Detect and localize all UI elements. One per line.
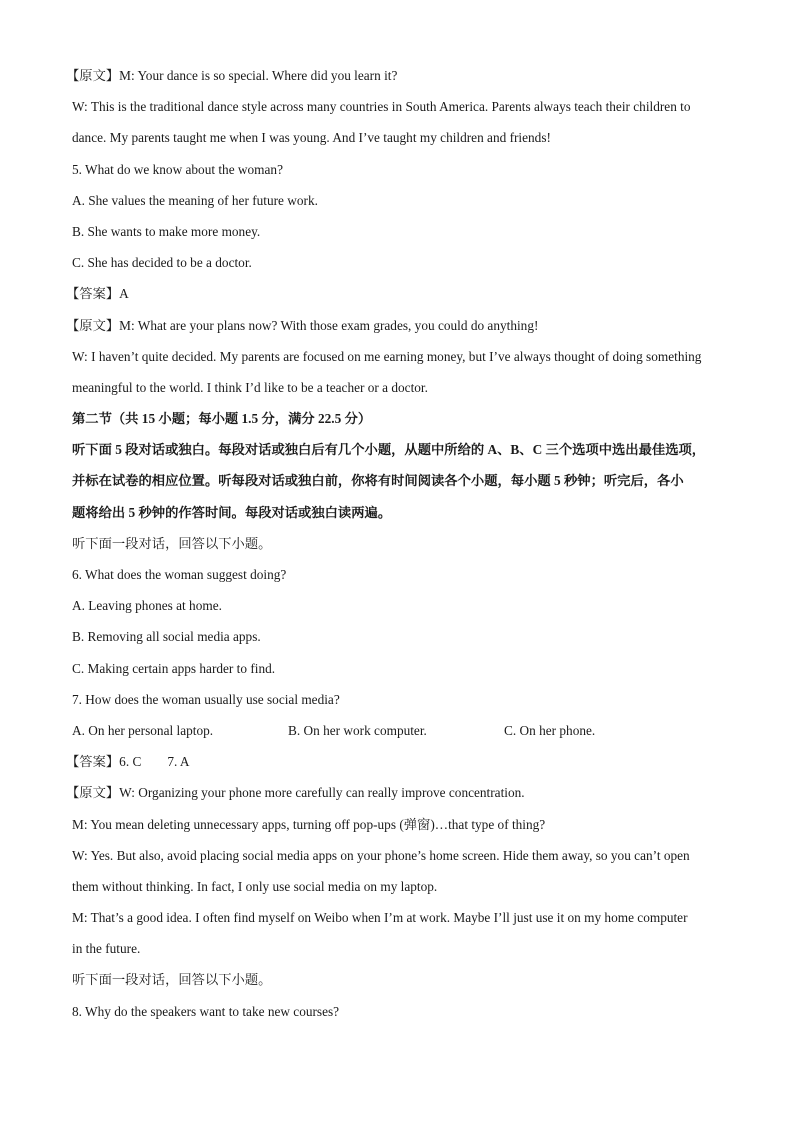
question-8: 8. Why do the speakers want to take new courses? — [72, 1003, 340, 1019]
option-6b: B. Removing all social media apps. — [72, 629, 261, 645]
instructions-line: 听下面 5 段对话或独白。每段对话或独白后有几个小题，从题中所给的 A、B、C 三个选项中选出最佳选项， — [72, 442, 706, 458]
transcript-line: meaningful to the world. I think I’d like to be a teacher or a doctor. — [72, 379, 428, 395]
section-heading: 第二节（共 15 小题；每小题 1.5 分，满分 22.5 分） — [72, 411, 372, 427]
question-7: 7. How does the woman usually use social media? — [72, 691, 340, 707]
question-5: 5. What do we know about the woman? — [72, 161, 283, 177]
answer-6: 【答案】6. C — [66, 754, 142, 770]
document-page — [66, 66, 724, 1033]
option-7c: C. On her phone. — [504, 722, 596, 738]
answer-6-7 — [66, 752, 724, 771]
transcript-line: dance. My parents taught me when I was young. And I’ve taught my children and friends! — [72, 130, 551, 146]
transcript-line: M: That’s a good idea. I often find myself on Weibo when I’m at work. Maybe I’ll just use it on my home computer — [72, 910, 688, 926]
instructions-line: 并标在试卷的相应位置。听每段对话或独白前，你将有时间阅读各个小题，每小题 5 秒钟；听完后，各小 — [72, 473, 684, 489]
transcript-line: 【原文】W: Organizing your phone more carefully can really improve concentration. — [66, 785, 525, 801]
option-5b: B. She wants to make more money. — [72, 223, 261, 239]
dialogue-intro: 听下面一段对话，回答以下小题。 — [72, 535, 272, 551]
transcript-line: them without thinking. In fact, I only use social media on my laptop. — [72, 878, 438, 894]
option-7a: A. On her personal laptop. — [72, 722, 214, 738]
transcript-line: 【原文】M: What are your plans now? With those exam grades, you could do anything! — [66, 317, 539, 333]
instructions-line: 题将给出 5 秒钟的作答时间。每段对话或独白读两遍。 — [72, 504, 392, 520]
option-5c: C. She has decided to be a doctor. — [72, 255, 252, 271]
transcript-line: 【原文】M: Your dance is so special. Where did you learn it? — [66, 68, 398, 83]
option-6a: A. Leaving phones at home. — [72, 598, 222, 614]
option-6c: C. Making certain apps harder to find. — [72, 660, 276, 676]
dialogue-intro: 听下面一段对话，回答以下小题。 — [72, 972, 272, 988]
transcript-line: W: Yes. But also, avoid placing social media apps on your phone’s home screen. Hide them away, so you can’t open — [72, 847, 690, 863]
answer-5: 【答案】A — [66, 286, 129, 302]
transcript-line: M: You mean deleting unnecessary apps, turning off pop-ups (弹窗)…that type of thing? — [72, 816, 546, 832]
question-7-options — [72, 721, 724, 740]
answer-7: 7. A — [167, 754, 190, 770]
option-7b: B. On her work computer. — [288, 722, 427, 738]
transcript-line: in the future. — [72, 941, 141, 957]
transcript-line: W: I haven’t quite decided. My parents are focused on me earning money, but I’ve always thought of doing something — [72, 348, 702, 364]
option-5a: A. She values the meaning of her future work. — [72, 192, 318, 208]
transcript-line: W: This is the traditional dance style across many countries in South America. Parents always teach their children to — [72, 99, 691, 115]
question-6: 6. What does the woman suggest doing? — [72, 567, 287, 582]
